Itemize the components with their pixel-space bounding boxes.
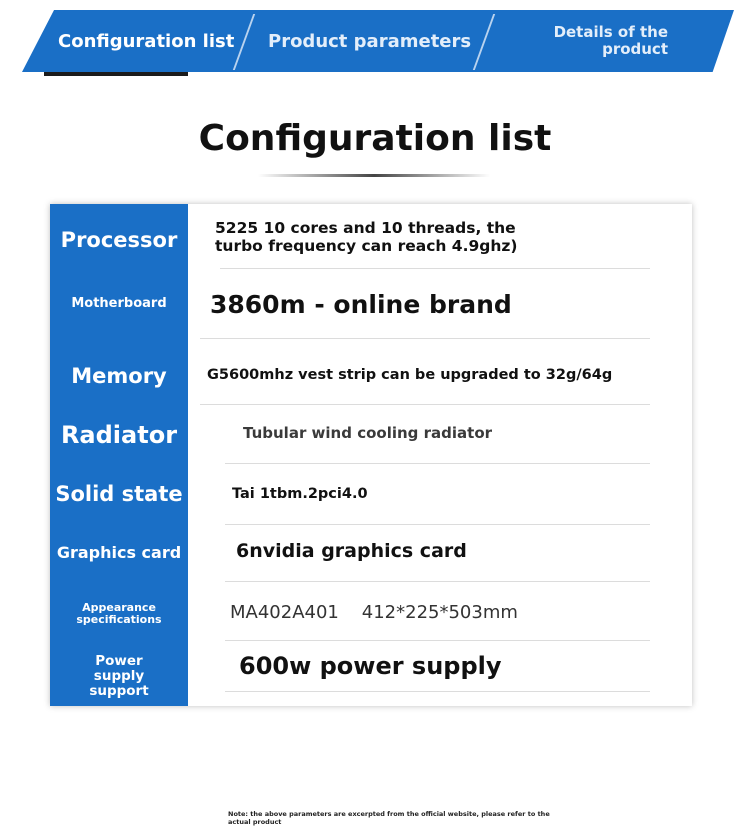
spec-label-memory: Memory [71, 364, 167, 388]
page-title: Configuration list [198, 118, 552, 159]
active-tab-indicator [44, 72, 188, 76]
row-divider [225, 691, 650, 692]
spec-value-radiator: Tubular wind cooling radiator [243, 424, 493, 442]
footnote: Note: the above parameters are excerpted from the official website, please refer to the actual product [228, 810, 550, 826]
title-underline [258, 174, 490, 177]
spec-table [50, 204, 692, 706]
tab-configuration-list[interactable]: Configuration list [58, 31, 235, 52]
row-divider [200, 404, 650, 405]
spec-label-processor: Processor [60, 228, 178, 252]
tab-details-of-the-product[interactable]: Details of the product [553, 23, 668, 58]
spec-value-power-supply-support: 600w power supply [239, 652, 502, 680]
spec-label-graphics-card: Graphics card [56, 543, 182, 562]
spec-label-appearance-specifications: Appearance specifications [76, 601, 162, 626]
row-divider [225, 581, 650, 582]
row-divider [225, 640, 650, 641]
row-divider [225, 524, 650, 525]
spec-value-graphics-card: 6nvidia graphics card [236, 540, 467, 562]
spec-label-power-supply-support: Power supply support [89, 653, 149, 699]
row-divider [220, 268, 650, 269]
spec-label-radiator: Radiator [60, 421, 178, 449]
row-divider [225, 463, 650, 464]
spec-label-column [50, 204, 188, 706]
spec-value-appearance-specifications: MA402A401 412*225*503mm [230, 602, 518, 623]
spec-label-motherboard: Motherboard [71, 296, 167, 311]
spec-label-solid-state: Solid state [55, 482, 183, 506]
spec-value-memory: G5600mhz vest strip can be upgraded to 32g/64g [207, 367, 613, 383]
spec-value-processor: 5225 10 cores and 10 threads, the turbo frequency can reach 4.9ghz) [215, 219, 518, 255]
spec-value-solid-state: Tai 1tbm.2pci4.0 [232, 486, 368, 502]
spec-value-motherboard: 3860m - online brand [210, 290, 512, 319]
tab-product-parameters[interactable]: Product parameters [268, 31, 472, 52]
row-divider [200, 338, 650, 339]
